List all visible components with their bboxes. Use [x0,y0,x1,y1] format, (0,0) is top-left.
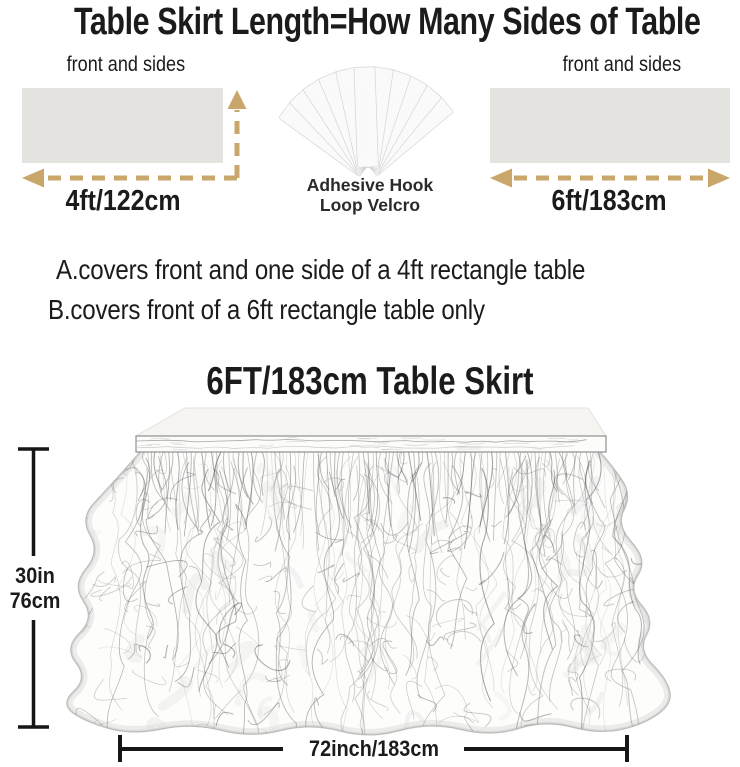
table-skirt-illustration [57,408,670,767]
product-heading: 6FT/183cm Table Skirt [206,360,534,403]
velcro-caption-line2: Loop Velcro [319,194,421,215]
width-label: 72inch/183cm [309,736,439,761]
label-6ft-coverage: front and sides [562,53,682,76]
table-4ft-rect [22,88,223,163]
dimension-6ft: 6ft/183cm [551,185,667,217]
velcro-caption-line1: Adhesive Hook [306,175,434,195]
note-a: A.covers front and one side of a 4ft rectangle table [56,254,586,285]
note-b: B.covers front of a 6ft rectangle table only [48,294,485,325]
height-label-cm: 76cm [9,588,61,613]
velcro-strips-fan-illustration [278,67,453,177]
table-6ft-rect [490,88,730,163]
dimension-4ft: 4ft/122cm [65,185,181,217]
velcro-caption [250,176,490,215]
skirt-attachment-band [136,436,606,452]
arrowhead-up-icon [228,90,247,109]
label-4ft-coverage: front and sides [66,53,186,76]
height-label-inches: 30in [15,563,55,588]
page-title: Table Skirt Length=How Many Sides of Table [74,1,701,43]
